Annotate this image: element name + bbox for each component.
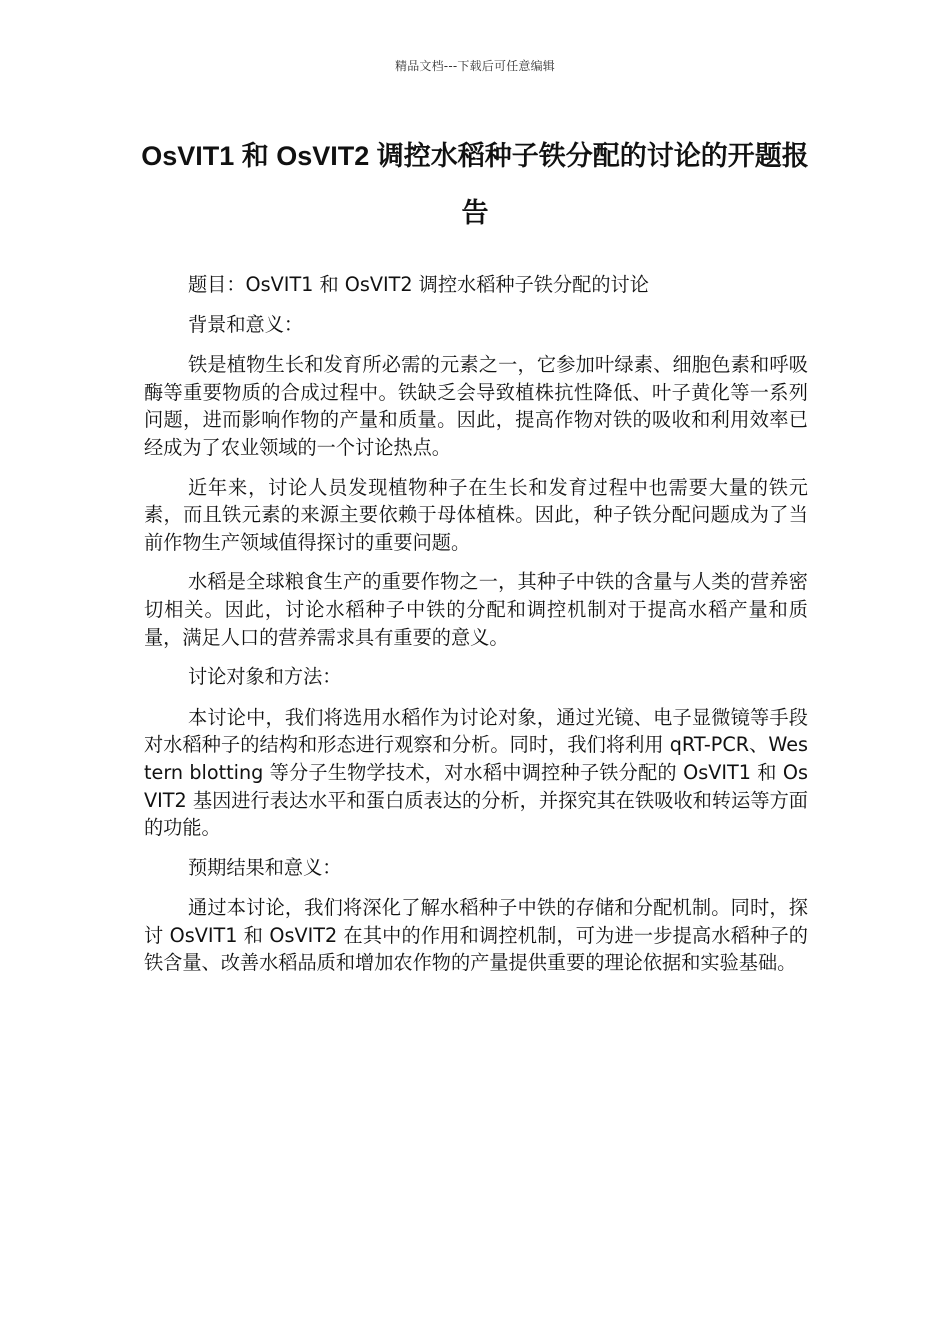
section-heading-results: 预期结果和意义：: [188, 855, 342, 879]
results-paragraph: 通过本讨论，我们将深化了解水稻种子中铁的存储和分配机制。同时，探讨 OsVIT1 和 OsVIT2 在其中的作用和调控机制，可为进一步提高水稻种子的铁含量、改善水稻品质和增加农作物的产量提供重要的理论依据和实验基础。: [144, 896, 808, 975]
page-header: 精品文档---下载后可任意编辑: [395, 59, 555, 73]
methods-paragraph: 本讨论中，我们将选用水稻作为讨论对象，通过光镜、电子显微镜等手段对水稻种子的结构和形态进行观察和分析。同时，我们将利用 qRT-PCR、Western blotting 等分子生物学技术，对水稻中调控种子铁分配的 OsVIT1 和 OsVIT2 基因进行表达水平和蛋白质表达的分析，并探究其在铁吸收和转运等方面的功能。: [144, 705, 808, 840]
background-paragraph-1: 铁是植物生长和发育所必需的元素之一，它参加叶绿素、细胞色素和呼吸酶等重要物质的合成过程中。铁缺乏会导致植株抗性降低、叶子黄化等一系列问题，进而影响作物的产量和质量。因此，提高作物对铁的吸收和利用效率已经成为了农业领域的一个讨论热点。: [144, 353, 808, 459]
section-heading-background: 背景和意义：: [188, 312, 304, 336]
document-body: [144, 271, 808, 989]
background-paragraph-3: 水稻是全球粮食生产的重要作物之一，其种子中铁的含量与人类的营养密切相关。因此，讨论水稻种子中铁的分配和调控机制对于提高水稻产量和质量，满足人口的营养需求具有重要的意义。: [144, 570, 808, 649]
section-heading-methods: 讨论对象和方法：: [188, 665, 342, 689]
background-paragraph-2: 近年来，讨论人员发现植物种子在生长和发育过程中也需要大量的铁元素，而且铁元素的来源主要依赖于母体植株。因此，种子铁分配问题成为了当前作物生产领域值得探讨的重要问题。: [144, 475, 808, 554]
topic-line: 题目：OsVIT1 和 OsVIT2 调控水稻种子铁分配的讨论: [188, 273, 649, 296]
document-title: OsVIT1 和 OsVIT2 调控水稻种子铁分配的讨论的开题报告: [141, 141, 809, 228]
